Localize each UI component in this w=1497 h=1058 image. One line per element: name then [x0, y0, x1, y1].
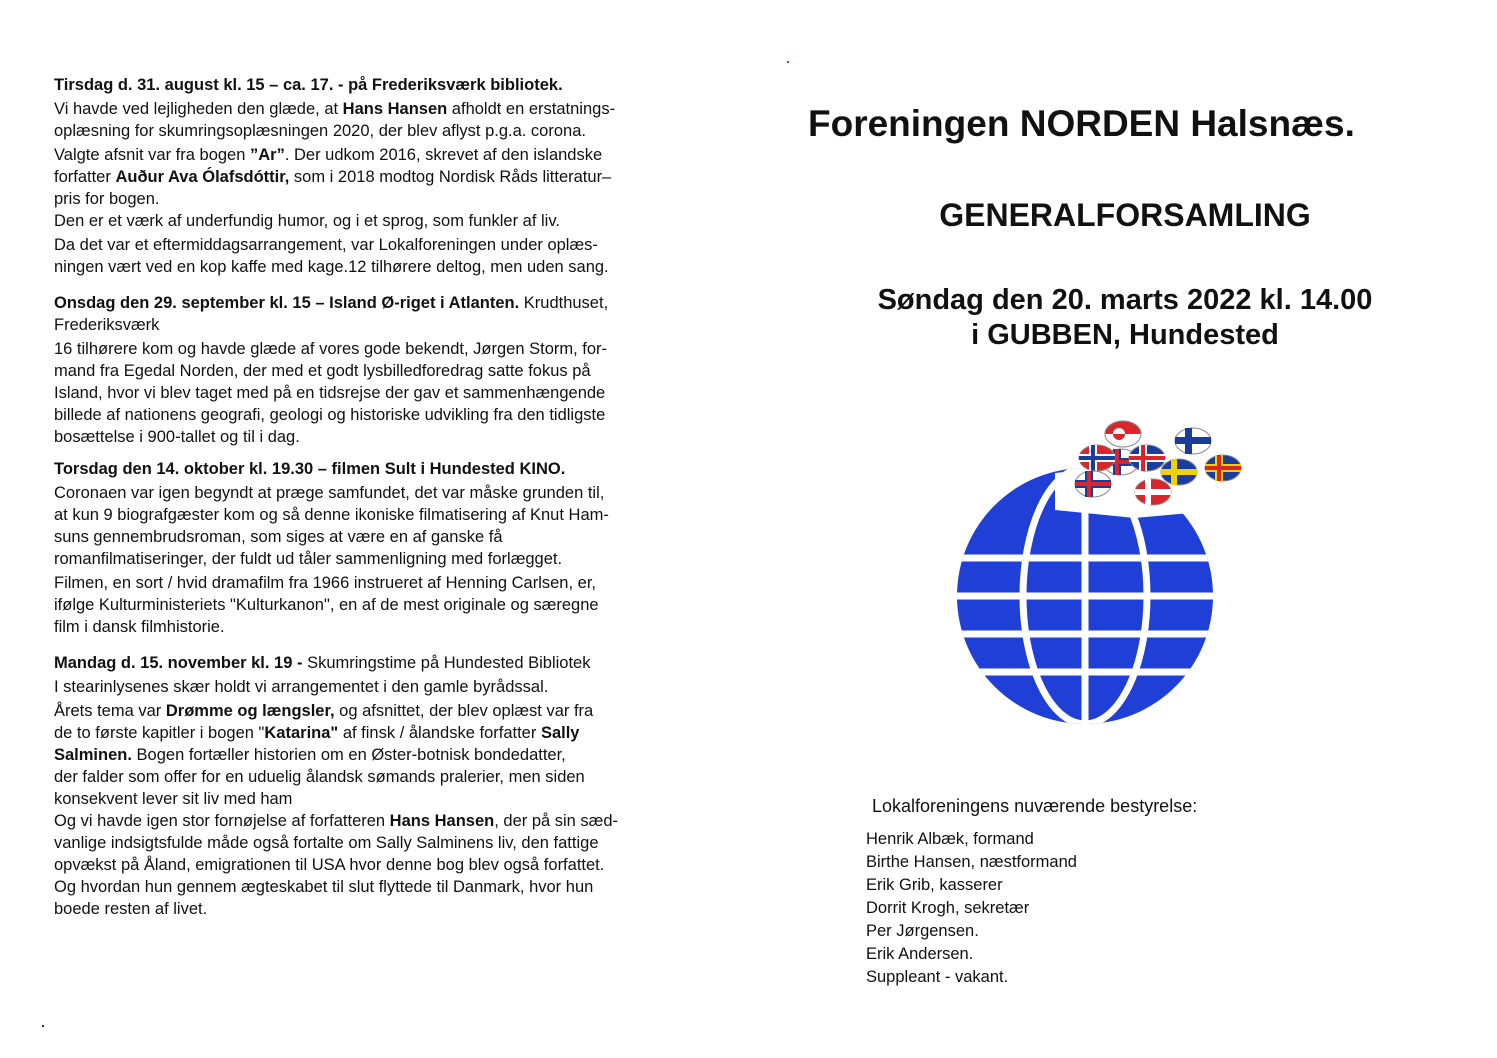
board-member: Henrik Albæk, formand [866, 830, 1034, 848]
board-heading: Lokalforeningens nuværende bestyrelse: [872, 796, 1198, 816]
board-member: Dorrit Krogh, sekretær [866, 899, 1030, 917]
norden-globe-with-nordic-flags-icon [935, 418, 1255, 738]
event-title: GENERALFORSAMLING [939, 197, 1311, 233]
board-members [866, 795, 1386, 989]
finland-flag [1175, 428, 1211, 454]
iceland-flag [1129, 445, 1165, 471]
board-member: Erik Andersen. [866, 945, 974, 963]
denmark-flag [1135, 479, 1171, 505]
page-title: Foreningen NORDEN Halsnæs. [808, 103, 1355, 144]
paragraph: Årets tema var Drømme og længsler, og afsnittet, der blev oplæst var fra de to første kapitler i bogen "Katarina" af finsk / ålandske forfatter Sally Salminen. Bogen fortæller historien om en Øster-botnisk bondedatter, der falder som offer for en uduelig ålandsk sømands pralerier, men siden konsekvent lever sit liv med ham Og vi havde igen stor fornøjelse af forfatteren Hans Hansen, der på sin sæd- vanlige indsigtsfulde måde også fortalte om Sally Salminens liv, den fattige opvækst på Åland, emigrationen til USA hvor denne bog blev også forfattet. Og hvordan hun gennem ægteskabet til slut flyttede til Danmark, hvor hun boede resten af livet. [54, 702, 619, 918]
event-heading: Mandag d. 15. november kl. 19 - Skumringstime på Hundested Bibliotek [54, 654, 591, 672]
event-heading: Tirsdag d. 31. august kl. 15 – ca. 17. - på Frederiksværk bibliotek. [54, 76, 563, 94]
paragraph: Vi havde ved lejligheden den glæde, at Hans Hansen afholdt en erstatnings- oplæsning for skumringsoplæsningen 2020, der blev aflyst p.g.a. corona. [54, 100, 616, 140]
print-mark [42, 1025, 44, 1027]
event-heading: Torsdag den 14. oktober kl. 19.30 – filmen Sult i Hundested KINO. [54, 460, 566, 478]
paragraph: I stearinlysenes skær holdt vi arrangementet i den gamle byrådssal. [54, 678, 549, 696]
norway-flag [1079, 445, 1115, 471]
paragraph: Filmen, en sort / hvid dramafilm fra 1966 instrueret af Henning Carlsen, er, ifølge Kulturministeriets "Kulturkanon", en af de mest originale og særegne film i dansk filmhistorie. [54, 574, 599, 636]
greenland-flag [1105, 421, 1141, 447]
print-mark [787, 61, 789, 63]
paragraph: 16 tilhørere kom og havde glæde af vores gode bekendt, Jørgen Storm, for- mand fra Egedal Norden, der med et godt lysbilledforedrag satte fokus på Island, hvor vi blev taget med på en tidsrejse der gav et sammenhængende billede af nationens geografi, geologi og historiske udvikling fra den tidligste bosættelse i 900-tallet og til i dag. [54, 340, 608, 446]
activity-report [54, 74, 734, 922]
paragraph: Valgte afsnit var fra bogen ”Ar”. Der udkom 2016, skrevet af den islandske forfatter Auður Ava Ólafsdóttir, som i 2018 modtog Nordisk Råds litteratur– pris for bogen. Den er et værk af underfundig humor, og i et sprog, som funkler af liv. [54, 146, 612, 230]
paragraph: Coronaen var igen begyndt at præge samfundet, det var måske grunden til, at kun 9 biografgæster kom og så denne ikoniske filmatisering af Knut Ham- suns gennembrudsroman, som siges at være en af ganske få romanfilmatiseringer, der fuldt ud tåler sammenligning med forlægget. [54, 484, 609, 568]
board-member: Erik Grib, kasserer [866, 876, 1003, 894]
event-heading: Onsdag den 29. september kl. 15 – Island Ø-riget i Atlanten. Krudthuset, Frederiksværk [54, 294, 609, 334]
board-member: Per Jørgensen. [866, 922, 979, 940]
event-date: Søndag den 20. marts 2022 kl. 14.00 i GUBBEN, Hundested [877, 284, 1373, 351]
paragraph: Da det var et eftermiddagsarrangement, var Lokalforeningen under oplæs- ningen vært ved en kop kaffe med kage.12 tilhørere deltog, men uden sang. [54, 236, 609, 276]
sweden-flag [1161, 459, 1197, 485]
faroe-flag-2 [1075, 471, 1111, 497]
aland-flag [1205, 455, 1241, 481]
board-member: Suppleant - vakant. [866, 968, 1009, 986]
board-member: Birthe Hansen, næstformand [866, 853, 1077, 871]
